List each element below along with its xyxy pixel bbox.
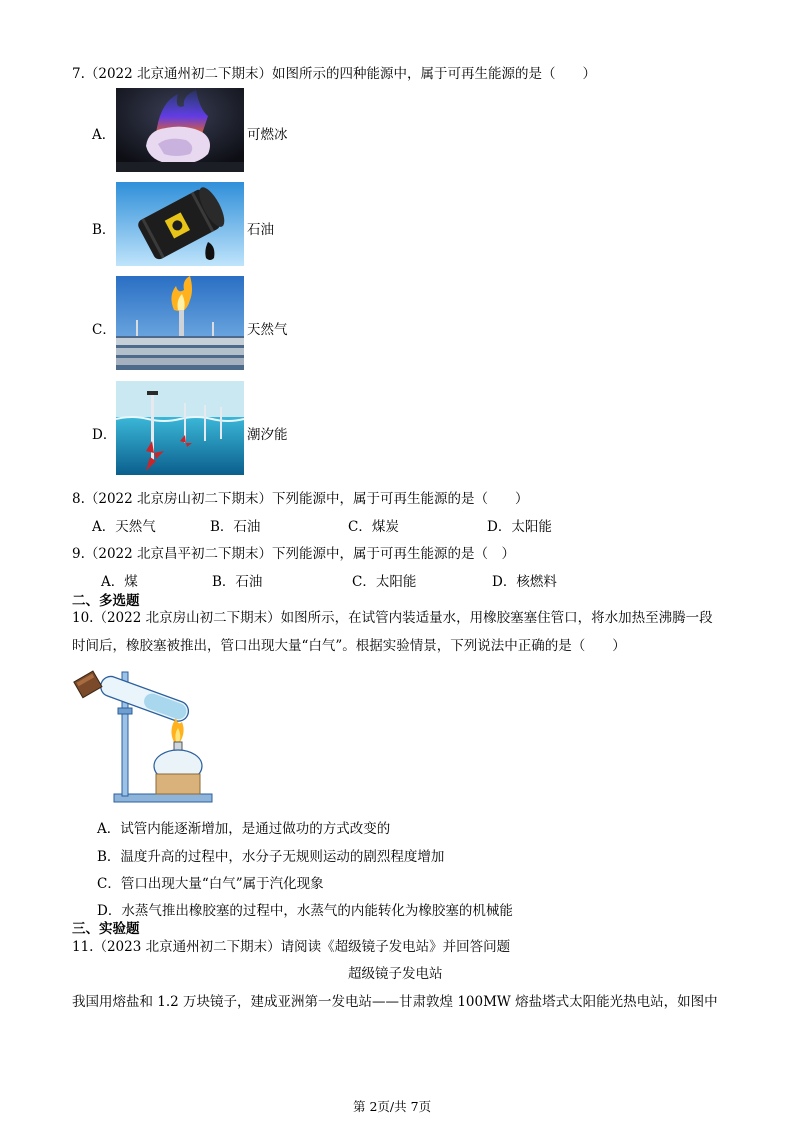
q10-stem-line1: 10.（2022 北京房山初二下期末）如图所示，在试管内装适量水，用橡胶塞塞住管口，将水加热至沸腾一段 [72, 610, 713, 626]
q9-option-c: C．太阳能 [352, 574, 417, 590]
q7-option-b-letter: B． [92, 222, 116, 238]
q8-option-a: A．天然气 [92, 519, 156, 535]
page-footer: 第 2页/共 7页 [353, 1099, 432, 1114]
q10-option-a: A．试管内能逐渐增加，是通过做功的方式改变的 [97, 821, 391, 837]
q7-option-d-label: 潮汐能 [247, 427, 288, 443]
q7-option-a-letter: A． [92, 127, 116, 143]
q9-option-a: A．煤 [101, 574, 138, 590]
natural-gas-image [116, 276, 244, 370]
q8-stem: 8.（2022 北京房山初二下期末）下列能源中，属于可再生能源的是（ ） [72, 491, 529, 507]
section-heading-experiment: 三、实验题 [72, 921, 140, 937]
q7-option-a-label: 可燃冰 [247, 127, 288, 143]
q7-stem: 7.（2022 北京通州初二下期末）如图所示的四种能源中，属于可再生能源的是（ ） [72, 66, 597, 82]
q8-option-d: D．太阳能 [487, 519, 552, 535]
oil-barrel-image [116, 182, 244, 266]
section-heading-multiple-choice: 二、多选题 [72, 593, 140, 609]
q11-stem: 11.（2023 北京通州初二下期末）请阅读《超级镜子发电站》并回答问题 [72, 939, 511, 955]
q10-stem-line2: 时间后，橡胶塞被推出，管口出现大量“白气”。根据实验情景，下列说法中正确的是（ ） [72, 638, 626, 654]
flammable-ice-image [116, 88, 244, 172]
experiment-apparatus-diagram [72, 660, 222, 808]
q10-option-c: C．管口出现大量“白气”属于汽化现象 [97, 876, 324, 892]
q8-option-b: B．石油 [210, 519, 261, 535]
q9-option-d: D．核燃料 [492, 574, 557, 590]
q7-option-c-label: 天然气 [247, 322, 288, 338]
q7-option-c-letter: C． [92, 322, 116, 338]
q10-option-b: B．温度升高的过程中，水分子无规则运动的剧烈程度增加 [97, 849, 445, 865]
q9-stem: 9.（2022 北京昌平初二下期末）下列能源中，属于可再生能源的是（ ） [72, 546, 516, 562]
q8-option-c: C．煤炭 [348, 519, 399, 535]
q7-option-b-label: 石油 [247, 222, 274, 238]
q9-option-b: B．石油 [212, 574, 263, 590]
tidal-energy-image [116, 381, 244, 475]
q11-article-title: 超级镜子发电站 [348, 966, 443, 982]
q11-article-line1: 我国用熔盐和 1.2 万块镜子，建成亚洲第一发电站——甘肃敦煌 100MW 熔盐塔式太阳能光热电站，如图中 [72, 994, 718, 1010]
q10-option-d: D．水蒸气推出橡胶塞的过程中，水蒸气的内能转化为橡胶塞的机械能 [97, 903, 513, 919]
q7-option-d-letter: D． [92, 427, 117, 443]
